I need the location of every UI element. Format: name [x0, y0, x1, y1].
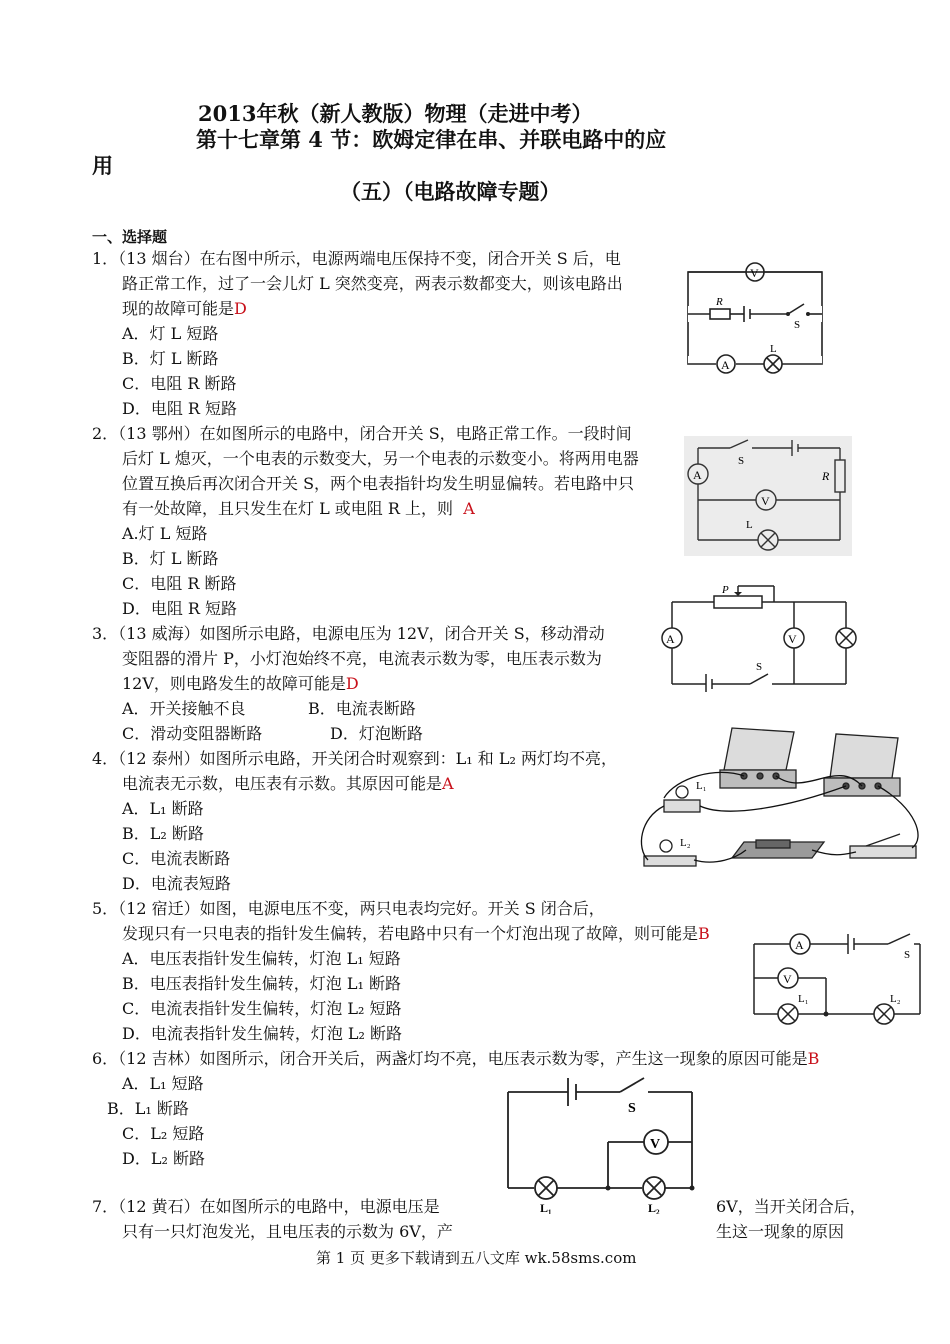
q6-option-d: D．L₂ 断路	[122, 1149, 205, 1168]
f1-s-label: S	[794, 319, 801, 331]
q4-line-1: 4．（12 泰州）如图所示电路，开关闭合时观察到：L₁ 和 L₂ 两灯均不亮，	[92, 749, 617, 768]
q5-line-2	[122, 922, 710, 947]
q3-option-b: B．电流表断路	[308, 699, 416, 718]
q6-option-b: B．L₁ 断路	[107, 1099, 189, 1118]
f2-r-label: R	[822, 469, 830, 483]
q2-option-d: D．电阻 R 短路	[122, 599, 238, 618]
f1-r-label: R	[716, 296, 723, 308]
q7-line-2b: 生这一现象的原因	[716, 1222, 845, 1241]
f3-rheostat	[714, 596, 762, 608]
q1-line-2: 路正常工作，过了一会儿灯 L 突然变亮，两表示数都变大，则该电路出	[122, 274, 623, 293]
q4-answer: A	[442, 774, 454, 793]
q5-circuit-figure	[748, 930, 926, 1030]
q4-option-d: D．电流表短路	[122, 874, 231, 893]
q2-option-c: C．电阻 R 断路	[122, 574, 237, 593]
q6-option-c: C．L₂ 短路	[122, 1124, 205, 1143]
q5-option-d: D．电流表指针发生偏转，灯泡 L₂ 断路	[122, 1024, 403, 1043]
f4-meter-2-face	[830, 734, 898, 778]
q6-stem: 6．（12 吉林）如图所示，闭合开关后，两盏灯均不亮，电压表示数为零，产生这一现象的原因可能是	[92, 1049, 808, 1068]
q6-answer: B	[807, 1049, 820, 1068]
f1-l-label: L	[770, 343, 777, 355]
q3-line-2: 变阻器的滑片 P，小灯泡始终不亮，电流表示数为零，电压表示数为	[122, 649, 602, 668]
f3-p-label: P	[722, 584, 729, 596]
title-line-1: 2013年秋（新人教版）物理（走进中考）	[198, 101, 593, 126]
q2-stem-end: 有一处故障，且只发生在灯 L 或电阻 R 上，则	[122, 499, 454, 518]
q3-line-3	[122, 672, 359, 697]
f2-v-label: V	[761, 494, 770, 508]
q2-line-3: 位置互换后再次闭合开关 S，两个电表指针均发生明显偏转。若电路中只	[122, 474, 635, 493]
f2-a-label: A	[693, 468, 702, 482]
f5-s-label: S	[904, 949, 911, 961]
title-line-3: 用	[92, 153, 113, 178]
q3-answer: D	[345, 674, 359, 693]
q6-option-a: A．L₁ 短路	[122, 1074, 204, 1093]
f1-a-label: A	[721, 358, 730, 372]
q1-line-1: 1．（13 烟台）在右图中所示，电源两端电压保持不变，闭合开关 S 后，电	[92, 249, 621, 268]
q3-option-a: A．开关接触不良	[122, 699, 246, 718]
q1-answer: D	[234, 299, 247, 318]
q1-option-b: B．灯 L 断路	[122, 349, 219, 368]
f5-v-label: V	[783, 972, 792, 986]
q2-circuit-figure	[684, 436, 852, 556]
q5-option-b: B．电压表指针发生偏转，灯泡 L₁ 断路	[122, 974, 401, 993]
q4-option-a: A．L₁ 断路	[122, 799, 204, 818]
q6-line-1	[92, 1047, 819, 1072]
f4-meter-1-face	[724, 728, 794, 770]
q5-stem-end: 发现只有一只电表的指针发生偏转，若电路中只有一个灯泡出现了故障，则可能是	[122, 924, 699, 943]
q1-line-3	[122, 297, 247, 322]
f3-s-label: S	[756, 661, 763, 673]
f6-switch	[620, 1078, 644, 1092]
f4-lamp-2	[660, 840, 672, 852]
f4-lamp-1	[676, 786, 688, 798]
q4-apparatus-figure	[636, 718, 928, 874]
q2-line-4	[122, 497, 475, 522]
q6-circuit-figure	[504, 1072, 704, 1214]
f5-l2-label: L₂	[890, 993, 901, 1005]
q2-line-2: 后灯 L 熄灭，一个电表的示数变大，另一个电表的示数变小。将两用电器	[122, 449, 639, 468]
q3-option-c: C．滑动变阻器断路	[122, 724, 263, 743]
f5-l1-label: L₁	[798, 993, 809, 1005]
f5-a-label: A	[795, 938, 804, 952]
f4-lamp-2-base	[644, 856, 696, 866]
q5-option-c: C．电流表指针发生偏转，灯泡 L₂ 短路	[122, 999, 402, 1018]
q3-stem-end: 12V，则电路发生的故障可能是	[122, 674, 346, 693]
f5-switch	[888, 934, 910, 944]
page-footer: 第 1 页 更多下载请到五八文库 wk.58sms.com	[316, 1249, 637, 1267]
f3-switch	[750, 674, 768, 684]
q7-line-1b: 6V，当开关闭合后，	[716, 1197, 866, 1216]
q2-answer: A	[463, 499, 475, 518]
q7-line-1a: 7．（12 黄石）在如图所示的电路中，电源电压是	[92, 1197, 440, 1216]
q5-line-1: 5．（12 宿迁）如图，电源电压不变，两只电表均完好。开关 S 闭合后，	[92, 899, 605, 918]
q4-option-c: C．电流表断路	[122, 849, 231, 868]
f2-l-label: L	[746, 519, 753, 531]
f3-a-label: A	[666, 632, 675, 646]
f6-l1-label: L₁	[540, 1201, 552, 1214]
q3-circuit-figure	[660, 580, 860, 692]
f6-v-label: V	[650, 1137, 661, 1152]
f6-s-label: S	[628, 1101, 636, 1116]
q2-line-1: 2．（13 鄂州）在如图所示的电路中，闭合开关 S，电路正常工作。一段时间	[92, 424, 632, 443]
title-line-4: （五）（电路故障专题）	[340, 179, 561, 204]
f3-v-label: V	[788, 632, 797, 646]
f4-lamp-1-base	[664, 800, 700, 812]
q2-option-b: B．灯 L 断路	[122, 549, 219, 568]
q3-line-1: 3．（13 威海）如图所示电路，电源电压为 12V，闭合开关 S，移动滑动	[92, 624, 605, 643]
q1-option-d: D．电阻 R 短路	[122, 399, 238, 418]
f6-l2-label: L₂	[648, 1201, 660, 1214]
f2-s-label: S	[738, 455, 745, 467]
q2-option-a: A.灯 L 短路	[122, 524, 208, 543]
f4-l2-label: L₂	[680, 837, 691, 849]
f4-switch-lever	[866, 834, 900, 846]
q4-stem-end: 电流表无示数，电压表有示数。其原因可能是	[122, 774, 443, 793]
q3-option-d: D．灯泡断路	[330, 724, 423, 743]
q4-option-b: B．L₂ 断路	[122, 824, 204, 843]
q1-option-a: A．灯 L 短路	[122, 324, 219, 343]
section-heading: 一、选择题	[92, 228, 168, 246]
f1-v-label: V	[750, 266, 759, 280]
q1-option-c: C．电阻 R 断路	[122, 374, 237, 393]
title-line-2: 第十七章第 4 节：欧姆定律在串、并联电路中的应	[196, 127, 667, 152]
f4-l1-label: L₁	[696, 780, 707, 792]
q5-option-a: A．电压表指针发生偏转，灯泡 L₁ 短路	[122, 949, 401, 968]
q5-answer: B	[698, 924, 710, 943]
q7-line-2a: 只有一只灯泡发光，且电压表的示数为 6V，产	[122, 1222, 453, 1241]
q1-stem-end: 现的故障可能是	[122, 299, 235, 318]
q4-line-2	[122, 772, 454, 797]
f4-switch-base	[850, 846, 916, 858]
q1-circuit-figure	[684, 262, 826, 376]
